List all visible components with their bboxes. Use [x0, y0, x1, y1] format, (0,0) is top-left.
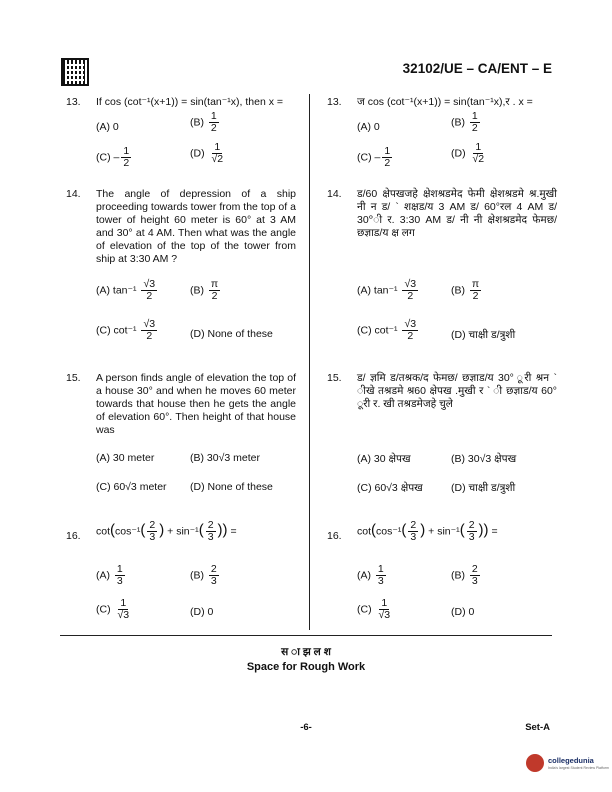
expr-sin: + sin⁻¹ — [428, 525, 460, 538]
denominator: 2 — [472, 290, 479, 302]
denominator: 2 — [146, 330, 153, 342]
denominator: √2 — [211, 153, 224, 165]
denominator: 3 — [149, 531, 156, 543]
fraction — [470, 111, 480, 134]
option-label: (B) — [190, 569, 204, 582]
question-text: ड/ ज्ञमि ड/तश्रक/द फेमछ/ छज्ञाड/य 30° ूरी श्रन ` ीखे तश्रडमे श्र60 क्षेपख .मुखी र ` ी छज्ञाड/य 60° ूरी र. खी तश्रडमेजहे चुले — [357, 372, 557, 410]
numerator: 1 — [214, 141, 221, 153]
numerator: 1 — [377, 563, 384, 575]
question-number: 14. — [66, 188, 81, 200]
numerator: 1 — [475, 141, 482, 153]
option-label: (B) — [190, 116, 204, 129]
option-b: (B) 30√3 meter — [190, 452, 260, 464]
paren: ) — [420, 521, 426, 539]
denominator: 2 — [210, 122, 217, 134]
option-b: (B) 30√3 क्षेपख — [451, 453, 517, 465]
numerator: 2 — [410, 519, 417, 531]
option-c — [96, 598, 133, 621]
option-b — [190, 279, 222, 302]
denominator: 2 — [211, 290, 218, 302]
option-a — [357, 279, 420, 302]
fraction — [206, 520, 216, 543]
denominator: 3 — [471, 575, 478, 587]
fraction — [471, 142, 487, 165]
option-label: (C) — [357, 603, 372, 616]
fraction — [116, 598, 132, 621]
option-a — [96, 279, 159, 302]
fraction — [402, 279, 418, 302]
option-d: (D) चाक्षी ड/त्रुशी — [451, 329, 516, 341]
numerator: 2 — [149, 519, 156, 531]
option-label: (C) cot⁻¹ — [96, 324, 137, 337]
numerator: √3 — [143, 278, 156, 290]
numerator: 1 — [120, 597, 127, 609]
option-d — [451, 142, 488, 165]
fraction — [209, 111, 219, 134]
numerator: π — [210, 278, 219, 290]
question-number: 14. — [327, 188, 342, 200]
option-label: (A) — [96, 569, 110, 582]
paren: ( — [140, 521, 146, 539]
option-b — [451, 111, 482, 134]
logo-mark-icon — [526, 754, 544, 772]
fraction — [382, 146, 392, 169]
option-label: (C) — [96, 151, 111, 164]
denominator: 2 — [384, 157, 391, 169]
option-a: (A) 30 क्षेपख — [357, 453, 411, 465]
logo-tagline: India's largest Student Review Platform — [548, 766, 609, 770]
paren: )) — [217, 521, 228, 539]
question-number: 16. — [327, 530, 342, 542]
denominator: √2 — [472, 153, 485, 165]
option-c: (C) 60√3 क्षेपख — [357, 482, 423, 494]
option-label: (B) — [451, 569, 465, 582]
option-c — [357, 319, 420, 342]
denominator: √3 — [378, 609, 391, 621]
question-text: ज cos (cot⁻¹(x+1)) = sin(tan⁻¹x),र . x = — [357, 96, 533, 108]
numerator: 1 — [116, 563, 123, 575]
numerator: 2 — [210, 563, 217, 575]
denominator: 3 — [116, 575, 123, 587]
paren: ) — [159, 521, 165, 539]
option-d: (D) 0 — [190, 606, 214, 618]
set-label: Set-A — [525, 722, 550, 733]
question-text: If cos (cot⁻¹(x+1)) = sin(tan⁻¹x), then x = — [96, 96, 284, 108]
option-label: (A) tan⁻¹ — [96, 284, 137, 297]
numerator: √3 — [404, 318, 417, 330]
minus-sign: – — [374, 151, 381, 164]
paren: ( — [110, 521, 116, 539]
fraction — [141, 279, 157, 302]
logo-text: collegedunia — [548, 756, 594, 765]
denominator: 2 — [146, 290, 153, 302]
option-b — [190, 564, 221, 587]
fraction — [470, 279, 481, 302]
fraction — [147, 520, 157, 543]
question-14-en — [66, 188, 298, 358]
expr-cos: cos⁻¹ — [376, 525, 402, 538]
fraction — [402, 319, 418, 342]
option-a — [357, 564, 388, 587]
question-text: A person finds angle of elevation the top of a house 30° and when he moves 60 meter towards that house then he gets the angle of elevation 60°. Then height of that house was — [96, 372, 296, 436]
question-text: The angle of depression of a ship proceeding towards tower from the top of a tower of height 60 meter is 60° at 3 AM and 30° at 4 AM. Then what was the angle of elevation of the top of the tower from ship at 3:30 AM ? — [96, 188, 296, 265]
denominator: 2 — [123, 157, 130, 169]
option-d: (D) None of these — [190, 481, 273, 493]
option-label: (C) — [357, 151, 372, 164]
option-d — [190, 142, 227, 165]
question-number: 13. — [66, 96, 81, 108]
option-label: (C) — [96, 603, 111, 616]
fraction — [121, 146, 131, 169]
option-label: (B) — [190, 284, 204, 297]
numerator: 2 — [207, 519, 214, 531]
fraction — [467, 520, 477, 543]
fraction — [141, 319, 157, 342]
fraction — [209, 564, 219, 587]
paren: )) — [478, 521, 489, 539]
option-label: (B) — [451, 116, 465, 129]
question-13-en — [66, 96, 298, 176]
denominator: 3 — [377, 575, 384, 587]
numerator: π — [471, 278, 480, 290]
expr-cot: cot — [357, 525, 372, 538]
numerator: 1 — [210, 110, 217, 122]
denominator: 3 — [468, 531, 475, 543]
expr-cos: cos⁻¹ — [115, 525, 141, 538]
option-c — [96, 319, 159, 342]
option-label: (A) tan⁻¹ — [357, 284, 398, 297]
fraction — [470, 564, 480, 587]
numerator: 1 — [384, 145, 391, 157]
expr-eq: = — [491, 525, 498, 538]
denominator: √3 — [117, 609, 130, 621]
fraction — [210, 142, 226, 165]
numerator: √3 — [143, 318, 156, 330]
paren: ( — [401, 521, 407, 539]
qr-code — [63, 60, 87, 84]
question-number: 16. — [66, 530, 81, 542]
denominator: 3 — [207, 531, 214, 543]
option-a: (A) 0 — [96, 121, 119, 133]
question-15-hi — [327, 372, 559, 502]
question-13-hi — [327, 96, 559, 176]
option-label: (D) — [190, 147, 205, 160]
option-a: (A) 30 meter — [96, 452, 155, 464]
option-c — [357, 598, 394, 621]
question-15-en — [66, 372, 298, 502]
option-label: (B) — [451, 284, 465, 297]
option-c — [357, 146, 394, 169]
question-16-en — [66, 520, 298, 630]
option-d: (D) 0 — [451, 606, 475, 618]
option-d: (D) None of these — [190, 328, 273, 340]
expr-eq: = — [230, 525, 237, 538]
denominator: 2 — [407, 330, 414, 342]
option-b — [190, 111, 221, 134]
numerator: 2 — [471, 563, 478, 575]
page-number: -6- — [300, 722, 312, 733]
option-label: (A) — [357, 569, 371, 582]
option-c — [96, 146, 133, 169]
question-text: ड/60 क्षेपखजहे क्षेशश्रडमेद फेमी क्षेशश्रडमे श्र.मुखी नी न ड/ ` शक्षड/य 3 AM ड/ 60°रल 4 AM ड/ 30°ी र. 3:30 AM ड/ नी नी क्षेशश्रडमेद फेमछ/ छज्ञाड/य क्ष लग — [357, 188, 557, 239]
paper-code: 32102/UE – CA/ENT – E — [402, 61, 552, 76]
denominator: 3 — [410, 531, 417, 543]
option-b — [451, 279, 483, 302]
numerator: 1 — [381, 597, 388, 609]
numerator: √3 — [404, 278, 417, 290]
expr-sin: + sin⁻¹ — [167, 525, 199, 538]
question-number: 15. — [327, 372, 342, 384]
numerator: 2 — [468, 519, 475, 531]
rough-work-hindi: स ा झ ल श — [281, 646, 331, 658]
question-expression — [357, 520, 498, 543]
collegedunia-logo — [526, 752, 609, 786]
fraction — [377, 598, 393, 621]
expr-cot: cot — [96, 525, 111, 538]
option-label: (C) cot⁻¹ — [357, 324, 398, 337]
question-16-hi — [327, 520, 559, 630]
fraction — [376, 564, 386, 587]
option-a: (A) 0 — [357, 121, 380, 133]
numerator: 1 — [471, 110, 478, 122]
option-label: (D) — [451, 147, 466, 160]
question-number: 13. — [327, 96, 342, 108]
column-divider — [309, 94, 310, 630]
option-b — [451, 564, 482, 587]
numerator: 1 — [123, 145, 130, 157]
option-a — [96, 564, 127, 587]
question-expression — [96, 520, 237, 543]
paren: ( — [371, 521, 377, 539]
question-14-hi — [327, 188, 559, 358]
question-number: 15. — [66, 372, 81, 384]
fraction — [115, 564, 125, 587]
fraction — [209, 279, 220, 302]
denominator: 2 — [407, 290, 414, 302]
denominator: 3 — [210, 575, 217, 587]
paren: ( — [459, 521, 465, 539]
paren: ( — [198, 521, 204, 539]
rough-work-title: Space for Rough Work — [246, 661, 366, 673]
fraction — [408, 520, 418, 543]
horizontal-rule — [60, 635, 552, 636]
option-d: (D) चाक्षी ड/त्रुशी — [451, 482, 516, 494]
option-c: (C) 60√3 meter — [96, 481, 167, 493]
denominator: 2 — [471, 122, 478, 134]
minus-sign: – — [113, 151, 120, 164]
